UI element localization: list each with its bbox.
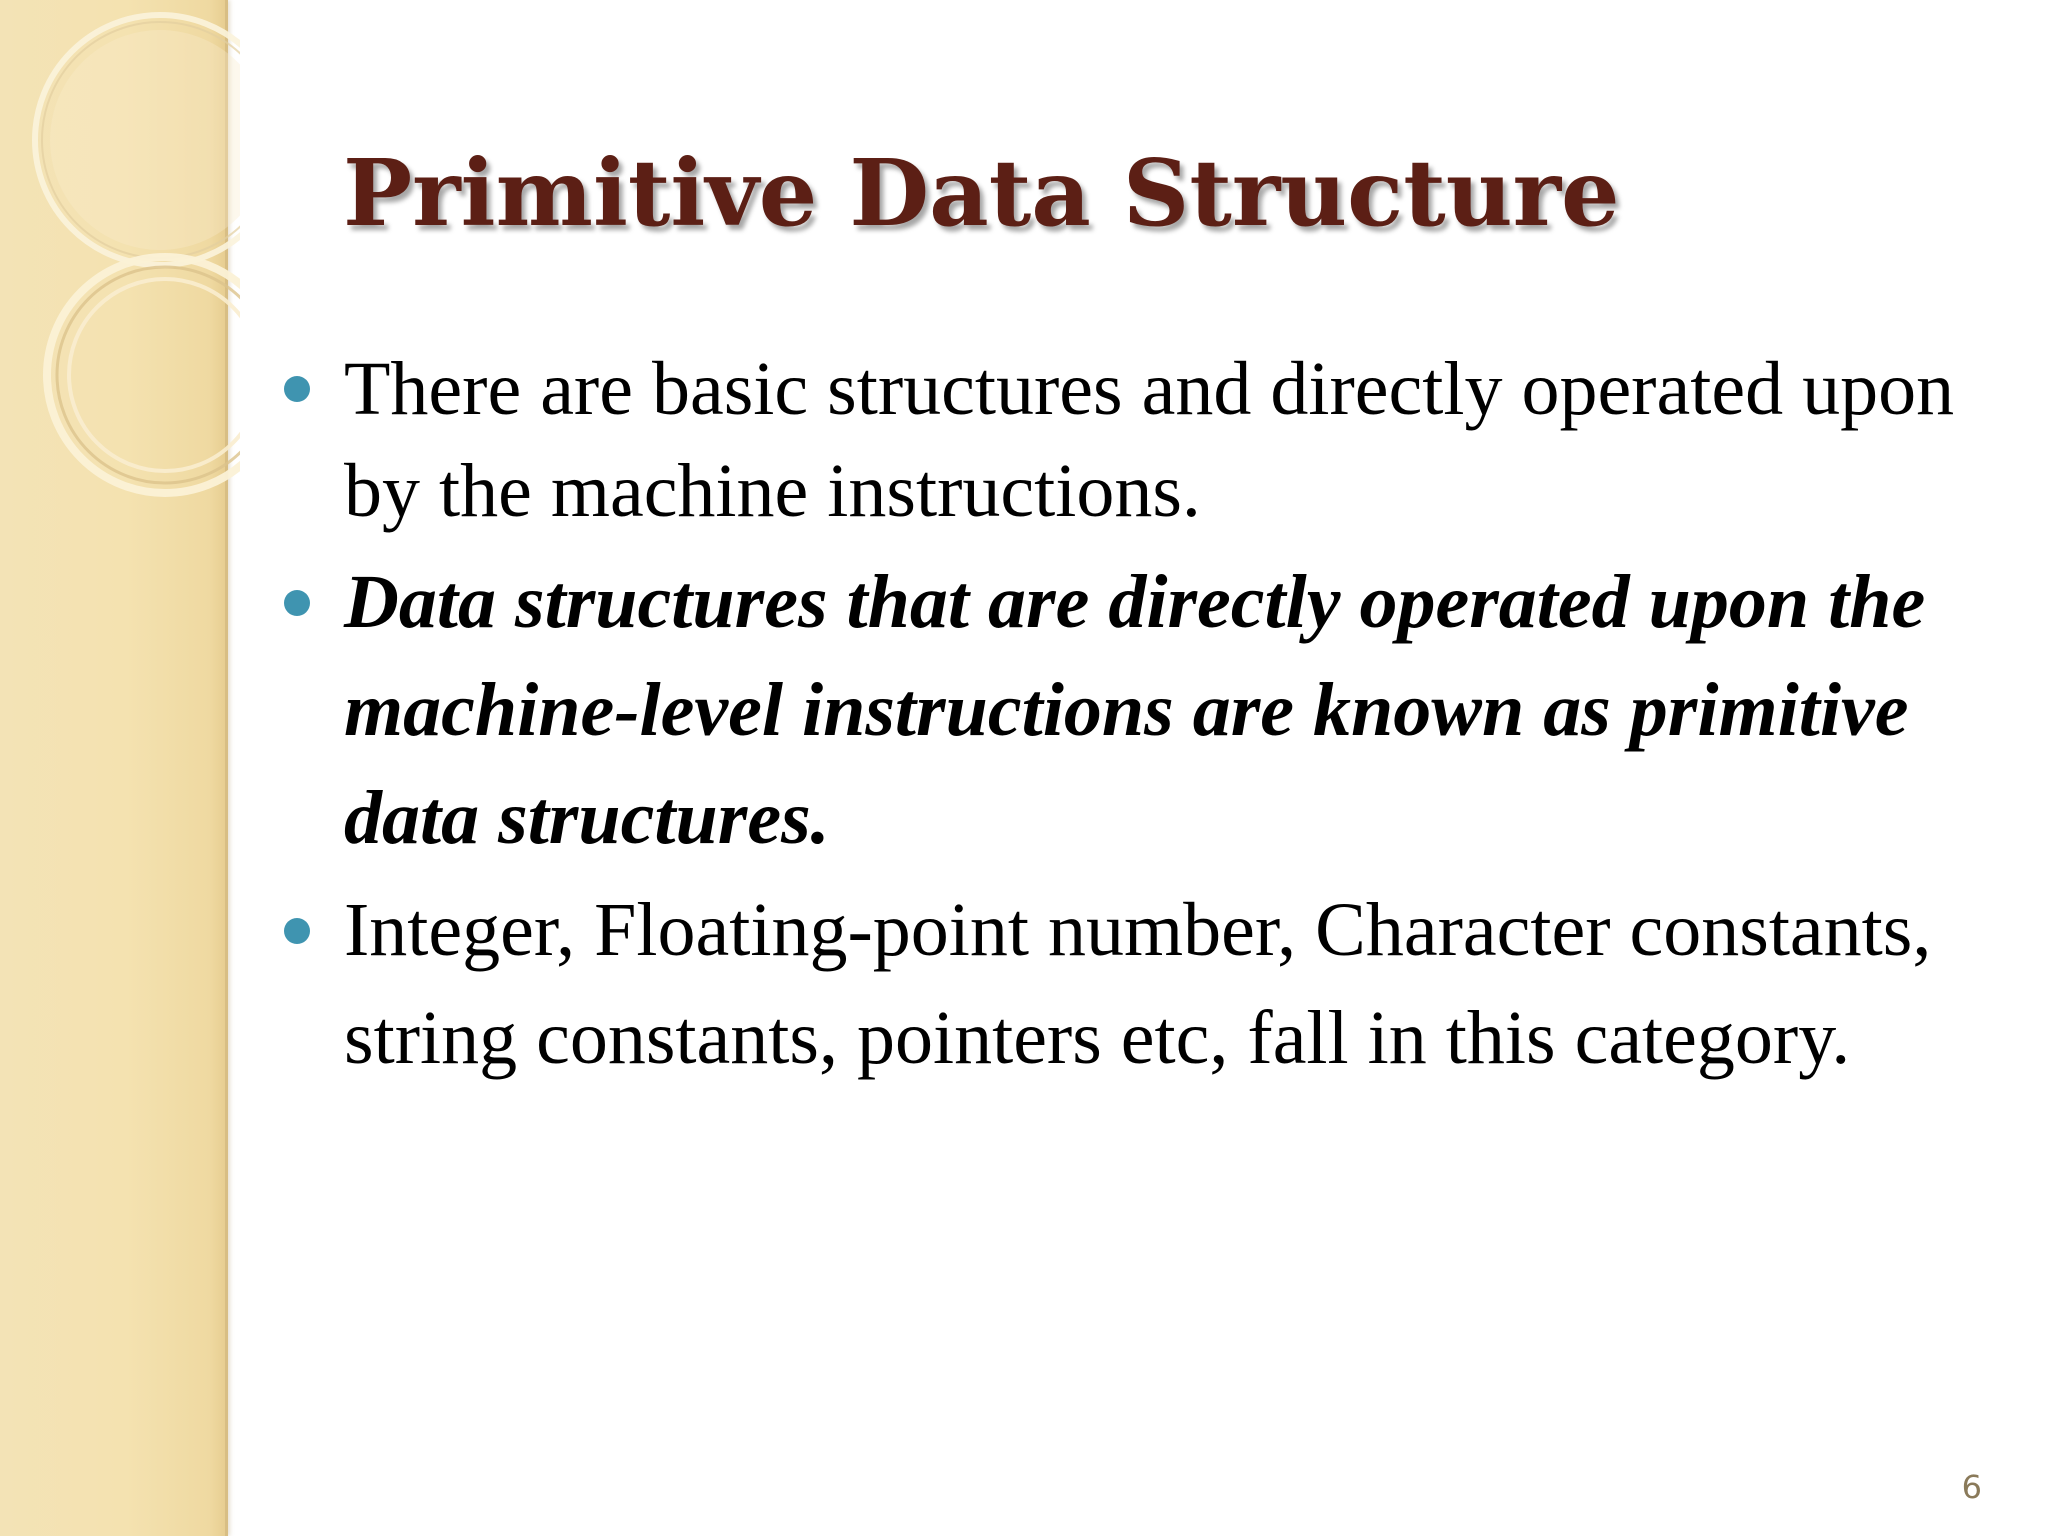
bullet-dot-icon (284, 590, 310, 616)
bullet-item-examples (284, 876, 1984, 1092)
decorative-rings-graphic (0, 0, 240, 520)
bullet-text: Integer, Floating-point number, Character constants, string constants, pointers etc, fall in this category. (344, 888, 1932, 1080)
bullet-text: There are basic structures and directly operated upon by the machine instructions. (344, 347, 1955, 533)
bullet-dot-icon (284, 376, 310, 402)
bullet-item-definition (284, 548, 1984, 872)
bullet-dot-icon (284, 918, 310, 944)
bullet-text: Data structures that are directly operated upon the machine-level instructions are known as primitive data structures. (344, 560, 1926, 860)
bullet-list (284, 338, 1984, 1092)
slide-title: Primitive Data Structure (343, 139, 1620, 247)
page-number: 6 (1961, 1468, 1982, 1506)
bullet-item-basic-structures (284, 338, 1984, 542)
